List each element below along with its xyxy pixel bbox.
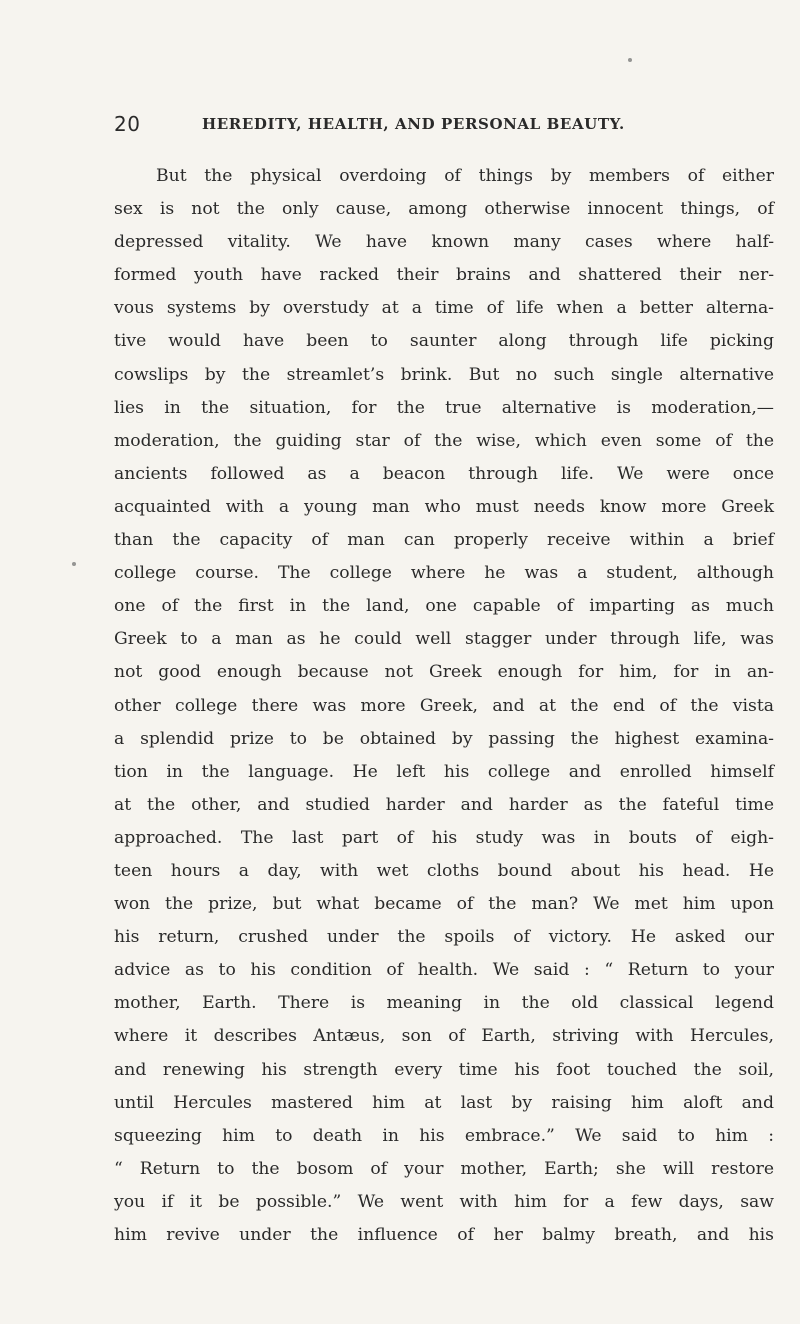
text-line: moderation, the guiding star of the wise, which even some of the [114,430,774,451]
text-line: where it describes Antæus, son of Earth, striving with Hercules, [114,1026,774,1047]
text-line: depressed vitality. We have known many cases where half- [114,232,774,253]
text-line: won the prize, but what became of the man? We met him upon [114,894,774,915]
text-line: vous systems by overstudy at a time of life when a better alterna- [114,298,774,319]
text-line: ancients followed as a beacon through life. We were once [114,463,774,484]
text-line: his return, crushed under the spoils of victory. He asked our [114,927,774,948]
page-number: 20 [114,112,141,136]
text-line: approached. The last part of his study was in bouts of eigh- [114,827,774,848]
text-line: Greek to a man as he could well stagger under through life, was [114,629,774,650]
text-line: cowslips by the streamlet’s brink. But no such single alternative [114,364,774,385]
text-line: lies in the situation, for the true alternative is moderation,— [114,397,774,418]
text-line: you if it be possible.” We went with him for a few days, saw [114,1191,774,1212]
text-line: other college there was more Greek, and at the end of the vista [114,695,774,716]
text-line: and renewing his strength every time his foot touched the soil, [114,1059,774,1080]
ink-speck [72,562,76,566]
text-line: tive would have been to saunter along through life picking [114,331,774,352]
text-line: a splendid prize to be obtained by passing the highest examina- [114,728,774,749]
text-line: formed youth have racked their brains and shattered their ner- [114,265,774,286]
text-line: not good enough because not Greek enough for him, for in an- [114,662,774,683]
ink-speck [628,58,632,62]
text-line: at the other, and studied harder and harder as the fateful time [114,794,774,815]
text-line: squeezing him to death in his embrace.” We said to him : [114,1125,774,1146]
text-line: him revive under the influence of her balmy breath, and his [114,1225,774,1245]
text-line: acquainted with a young man who must needs know more Greek [114,496,774,517]
text-line: college course. The college where he was a student, although [114,563,774,584]
text-line: one of the first in the land, one capable of imparting as much [114,596,774,617]
text-line: teen hours a day, with wet cloths bound about his head. He [114,860,774,881]
text-line: until Hercules mastered him at last by raising him aloft and [114,1092,774,1113]
text-line: “ Return to the bosom of your mother, Earth; she will restore [114,1158,774,1179]
text-line: sex is not the only cause, among otherwise innocent things, of [114,199,774,220]
body-text [114,160,774,1252]
text-line: But the physical overdoing of things by members of either [156,166,774,186]
text-line: advice as to his condition of health. We said : “ Return to your [114,960,774,981]
running-head: HEREDITY, HEALTH, AND PERSONAL BEAUTY. [202,115,625,133]
text-line: mother, Earth. There is meaning in the old classical legend [114,993,774,1014]
text-line: tion in the language. He left his college and enrolled himself [114,761,774,782]
text-line: than the capacity of man can properly receive within a brief [114,530,774,551]
page-header [114,112,774,142]
